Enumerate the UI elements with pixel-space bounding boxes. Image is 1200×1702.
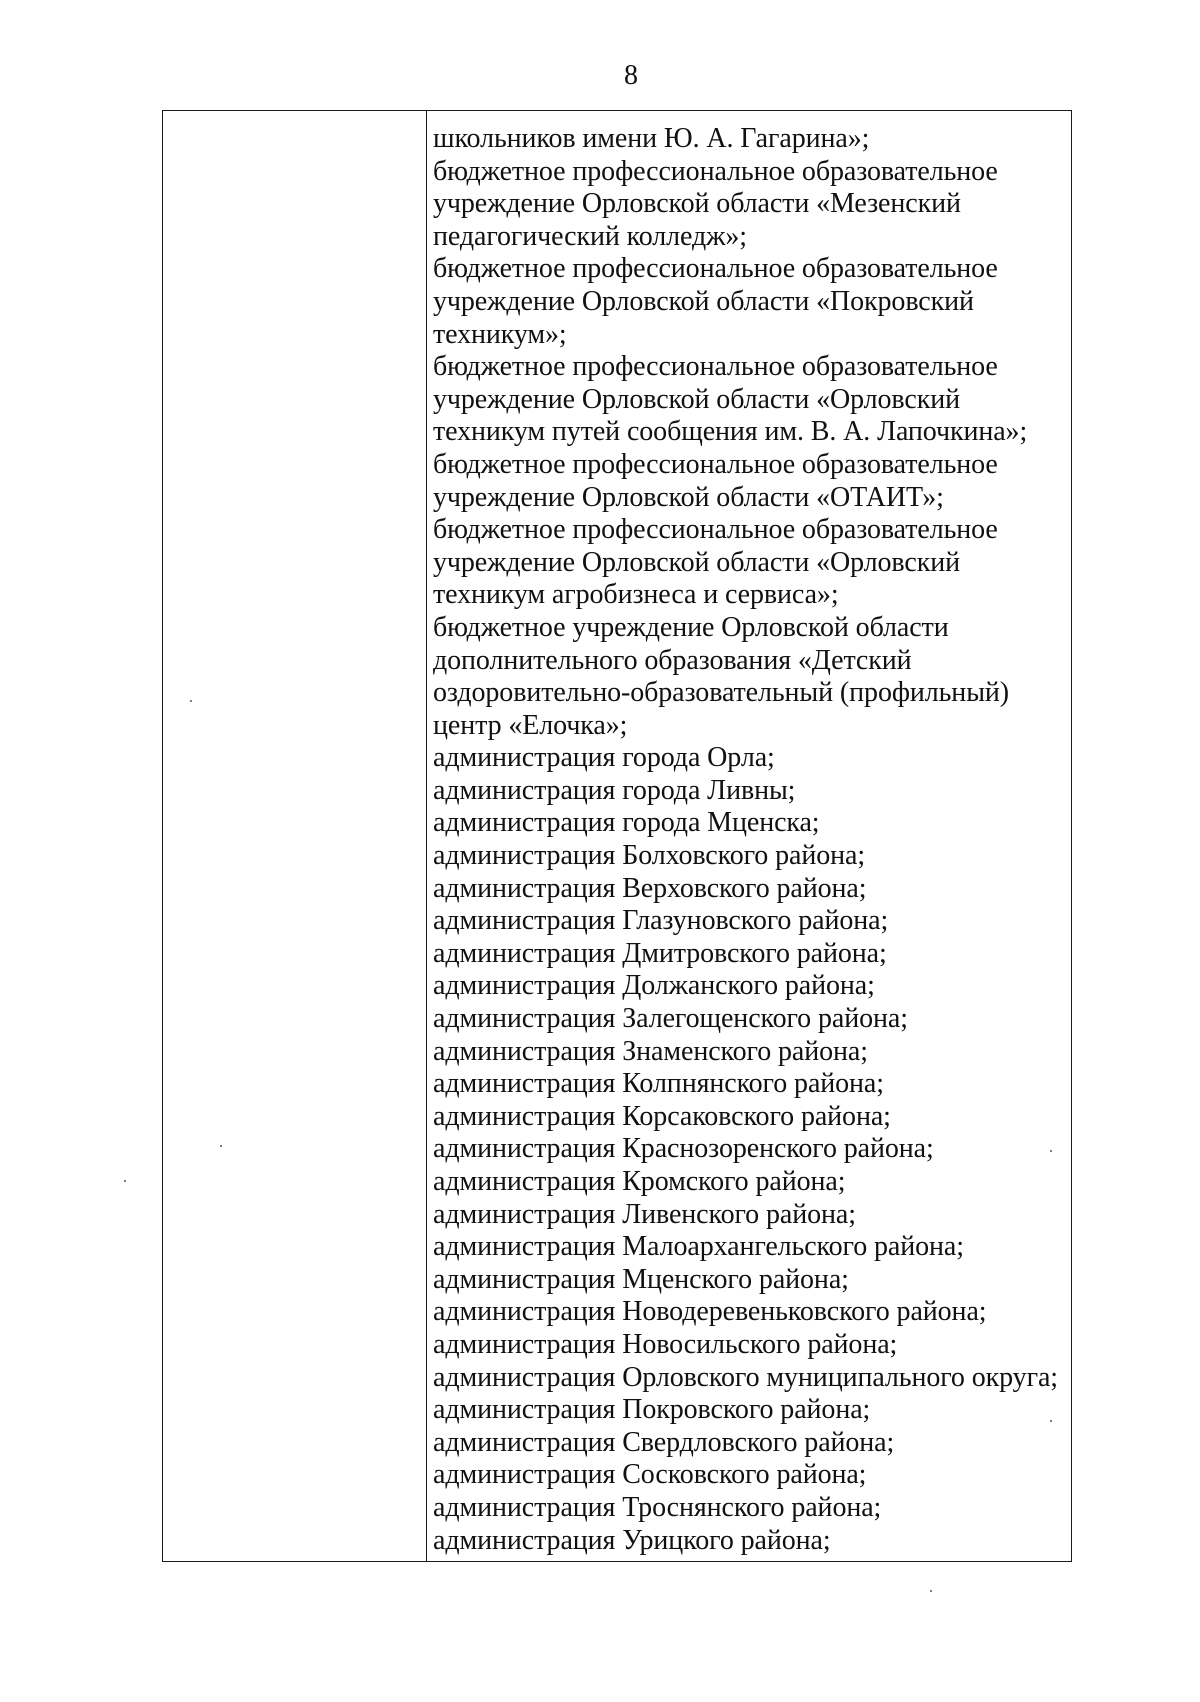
scan-speck [930, 1590, 932, 1592]
table-right-cell [427, 111, 1071, 1561]
scan-speck [1050, 1420, 1052, 1422]
table-text-line: оздоровительно-образовательный (профильный) [433, 677, 1010, 709]
table-text-line: бюджетное профессиональное образовательное [433, 253, 998, 285]
table-text-line: администрация Колпнянского района; [433, 1068, 884, 1100]
table-text-line: администрация Дмитровского района; [433, 937, 887, 969]
scan-speck [220, 1145, 222, 1147]
table-text-line: администрация Троснянского района; [433, 1491, 882, 1523]
table-text-line: техникум путей сообщения им. В. А. Лапочкина»; [433, 416, 1028, 448]
table-text-line: администрация Орловского муниципального округа; [433, 1361, 1058, 1393]
table-text-line: администрация Верховского района; [433, 872, 867, 904]
table-text-line: администрация Знаменского района; [433, 1035, 868, 1067]
table-text-line: бюджетное профессиональное образовательное [433, 155, 998, 187]
document-table [162, 110, 1072, 1562]
scan-speck [124, 1180, 126, 1182]
table-text-line: администрация Малоархангельского района; [433, 1231, 964, 1263]
table-text-line: педагогический колледж»; [433, 220, 747, 252]
table-text-line: бюджетное профессиональное образовательное [433, 448, 998, 480]
table-text-line: администрация Ливенского района; [433, 1198, 856, 1230]
table-text-line: техникум агробизнеса и сервиса»; [433, 579, 839, 611]
table-text-line: администрация Глазуновского района; [433, 905, 889, 937]
scan-speck [1050, 1150, 1052, 1152]
table-text-line: бюджетное профессиональное образовательное [433, 351, 998, 383]
table-text-line: администрация города Ливны; [433, 774, 796, 806]
table-text-line: техникум»; [433, 318, 567, 350]
table-text-line: центр «Елочка»; [433, 709, 628, 741]
table-text-line: учреждение Орловской области «Мезенский [433, 188, 961, 220]
table-text-line: администрация Сосковского района; [433, 1459, 867, 1491]
table-text-line: бюджетное профессиональное образовательное [433, 514, 998, 546]
table-text-line: администрация города Мценска; [433, 807, 820, 839]
table-text-line: администрация Мценского района; [433, 1263, 849, 1295]
table-text-line: администрация Должанского района; [433, 970, 875, 1002]
table-text-line: дополнительного образования «Детский [433, 644, 912, 676]
table-text-line: администрация Урицкого района; [433, 1524, 831, 1556]
table-text-line: администрация Кромского района; [433, 1166, 846, 1197]
table-text-line: администрация Новосильского района; [433, 1328, 898, 1360]
table-text-line: администрация Залегощенского района; [433, 1003, 908, 1035]
scan-speck [190, 700, 192, 702]
table-text-line: администрация Болховского района; [433, 840, 865, 872]
table-text-line: администрация города Орла; [433, 742, 775, 774]
table-text-line: администрация Свердловского района; [433, 1426, 895, 1458]
table-text-line: бюджетное учреждение Орловской области [433, 611, 949, 643]
table-text-line: администрация Краснозоренского района; [433, 1133, 934, 1165]
page-number: 8 [624, 60, 638, 91]
table-text-line: администрация Новодеревеньковского района; [433, 1296, 987, 1328]
table-text-line: учреждение Орловской области «Орловский [433, 546, 960, 578]
table-left-cell [163, 111, 427, 1561]
table-text-line: администрация Корсаковского района; [433, 1100, 891, 1132]
table-text-line: школьников имени Ю. А. Гагарина»; [433, 123, 870, 154]
table-text-line: учреждение Орловской области «Покровский [433, 285, 974, 317]
table-text-line: учреждение Орловской области «ОТАИТ»; [433, 481, 944, 513]
table-text-line: администрация Покровского района; [433, 1394, 871, 1426]
table-text-line: учреждение Орловской области «Орловский [433, 383, 960, 415]
